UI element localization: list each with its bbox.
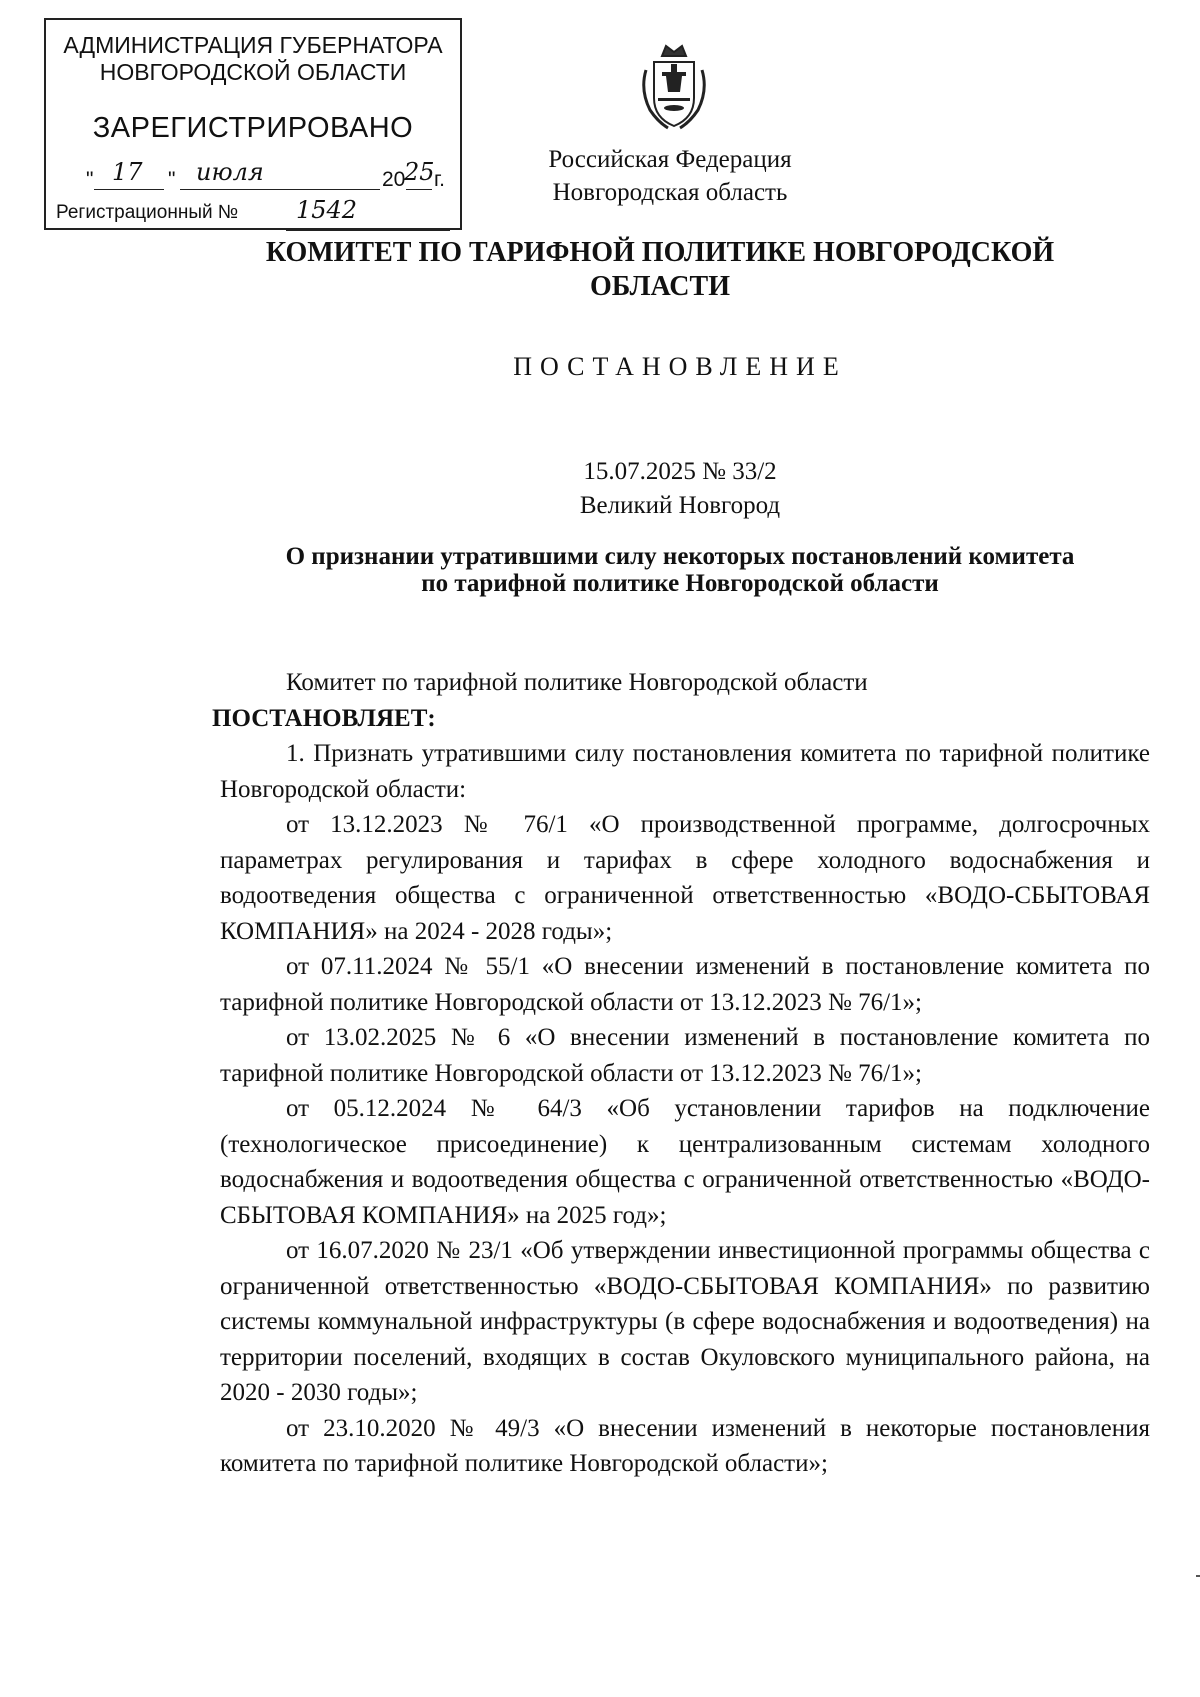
- intro-paragraph: Комитет по тарифной политике Новгородской области: [286, 669, 868, 696]
- document-type: ПОСТАНОВЛЕНИЕ: [513, 352, 847, 381]
- committee-title-line2: ОБЛАСТИ: [590, 271, 730, 302]
- body-paragraph: от 13.12.2023 № 76/1 «О производственной программе, долгосрочных параметрах регулирования и тарифах в сфере холодного водоснабжения и водоотведения общества с ограниченной ответственностью «ВОДО-СБЫТОВАЯ КОМПАНИЯ» на 2024 - 2028 годы»;: [220, 811, 1150, 945]
- body-paragraph: от 23.10.2020 № 49/3 «О внесении изменений в некоторые постановления комитета по тарифной политике Новгородской области»;: [220, 1414, 1150, 1477]
- committee-title: [220, 236, 1100, 304]
- document-subject: [180, 543, 1180, 597]
- stamp-month: июля: [196, 158, 264, 186]
- subject-line1: О признании утратившими силу некоторых постановлений комитета: [285, 543, 1075, 570]
- stamp-date: " 17 " июля 20 25 г.: [86, 158, 445, 191]
- region-name: Новгородская область: [552, 179, 788, 206]
- decree-keyword: ПОСТАНОВЛЯЕТ:: [212, 704, 436, 732]
- body-paragraph: от 05.12.2024 № 64/3 «Об установлении тарифов на подключение (технологическое присоединение) к централизованным системам холодного водоснабжения и водоотведения общества с ограниченной ответственностью «ВОДО-СБЫТОВАЯ КОМПАНИЯ» на 2025 год»;: [220, 1095, 1150, 1229]
- stamp-reg-label: Регистрационный №: [56, 202, 239, 223]
- subject-line2: по тарифной политике Новгородской области: [421, 570, 939, 597]
- body-paragraph: от 16.07.2020 № 23/1 «Об утверждении инвестиционной программы общества с ограниченной ответственностью «ВОДО-СБЫТОВАЯ КОМПАНИЯ» по развитию системы коммунальной инфраструктуры (в сфере водоснабжения и водоотведения) на территории поселений, входящих в состав Окуловского муниципального района, на 2020 - 2030 годы»;: [220, 1237, 1150, 1406]
- stamp-organization: [46, 32, 460, 86]
- document-body: [212, 665, 1150, 1482]
- stamp-year-unit: г.: [434, 168, 445, 191]
- stamp-day: 17: [112, 158, 143, 186]
- stamp-year-suffix: 25: [404, 158, 435, 186]
- coat-of-arms-icon: [638, 40, 710, 132]
- document-date-number-block: [480, 455, 880, 523]
- body-paragraph: от 13.02.2025 № 6 «О внесении изменений в постановление комитета по тарифной политике Новгородской области от 13.12.2023 № 76/1»;: [220, 1024, 1150, 1087]
- stamp-org-line1: АДМИНИСТРАЦИЯ ГУБЕРНАТОРА: [63, 32, 443, 58]
- body-paragraph: 1. Признать утратившими силу постановления комитета по тарифной политике Новгородской области:: [220, 740, 1150, 803]
- body-paragraph: от 07.11.2024 № 55/1 «О внесении изменений в постановление комитета по тарифной политике Новгородской области от 13.12.2023 № 76/1»;: [220, 953, 1150, 1016]
- committee-title-line1: КОМИТЕТ ПО ТАРИФНОЙ ПОЛИТИКЕ НОВГОРОДСКОЙ: [265, 237, 1055, 268]
- registration-stamp: [44, 18, 462, 230]
- document-city: Великий Новгород: [579, 492, 781, 519]
- scan-speck: [1196, 1575, 1200, 1577]
- stamp-reg-number: 1542: [296, 196, 358, 224]
- federation-header: [500, 143, 840, 209]
- stamp-registered-label: ЗАРЕГИСТРИРОВАНО: [92, 112, 414, 144]
- stamp-year-prefix: 20: [382, 168, 406, 191]
- document-date-number: 15.07.2025 № 33/2: [583, 458, 777, 485]
- country-name: Российская Федерация: [548, 146, 792, 173]
- stamp-org-line2: НОВГОРОДСКОЙ ОБЛАСТИ: [99, 59, 407, 85]
